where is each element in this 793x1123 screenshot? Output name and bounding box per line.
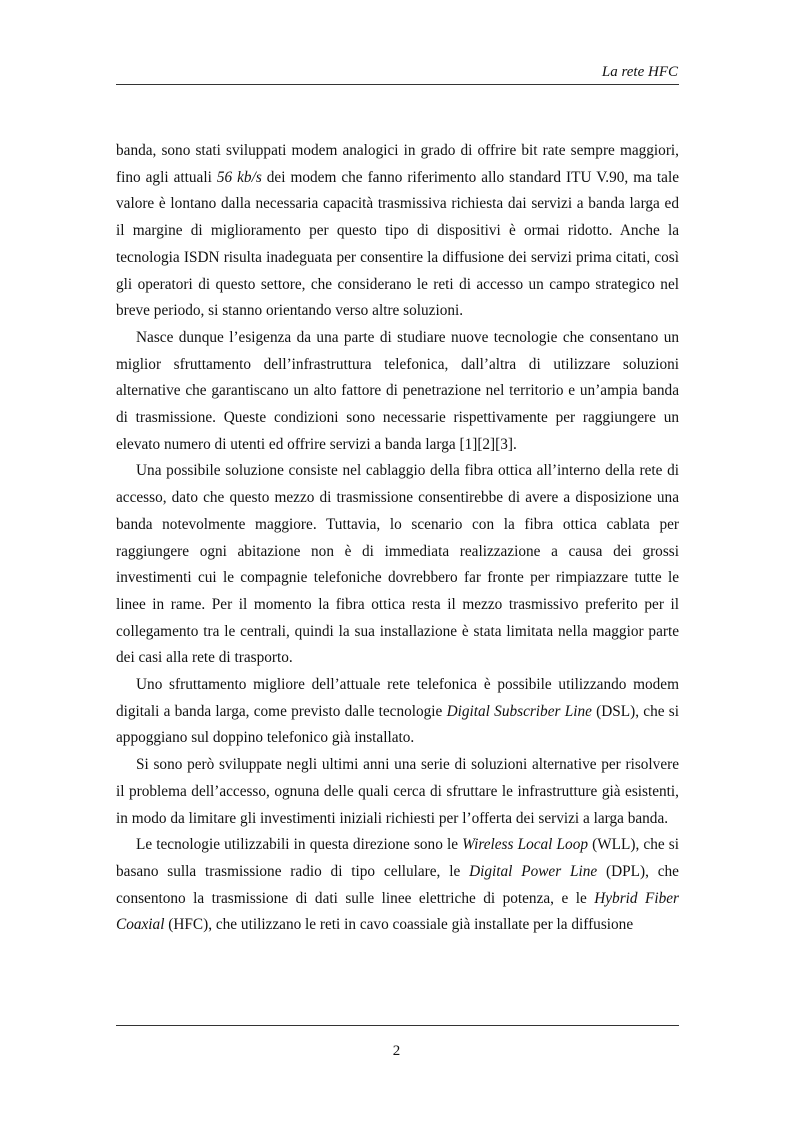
page-number: 2 [392, 1043, 401, 1059]
text-run: (HFC), che utilizzano le reti in cavo coassiale già installate per la diffusione [164, 916, 634, 934]
text-run: Nasce dunque l’esigenza da una parte di studiare nuove tecnologie che consentano un miglior sfruttamento dell’infrastruttura telefonica, dall’altra di utilizzare soluzioni alternative che garantiscano un alto fattore di penetrazione nel territorio e un’ampia banda di trasmissione. Queste condizioni sono necessarie rispettivamente per raggiungere un elevato numero di utenti ed offrire servizi a banda larga [1][2][3]. [116, 328, 679, 453]
text-run: (DPL), che consentono la trasmissione di dati sulle linee elettriche di potenza, e le [116, 862, 679, 907]
text-run: dei modem che fanno riferimento allo standard ITU V.90, ma tale valore è lontano dalla necessaria capacità trasmissiva richiesta dai servizi a banda larga ed il margine di miglioramento per questo tipo di dispositivi è ormai ridotto. Anche la tecnologia ISDN risulta inadeguata per consentire la diffusione dei servizi prima citati, così gli operatori di questo settore, che considerano le reti di accesso un campo strategico nel breve periodo, si stanno orientando verso altre soluzioni. [116, 168, 680, 320]
italic-term: Wireless Local Loop [462, 836, 589, 854]
body-text [116, 138, 679, 939]
italic-term: Digital Power Line [469, 862, 598, 880]
text-run: Si sono però sviluppate negli ultimi anni una serie di soluzioni alternative per risolvere il problema dell’accesso, ognuna delle quali cerca di sfruttare le infrastrutture già esistenti, in modo da limitare gli investimenti iniziali richiesti per l’offerta dei servizi a larga banda. [116, 756, 679, 827]
italic-term: 56 kb/s [216, 168, 262, 186]
text-run: (DSL), che si appoggiano sul doppino telefonico già installato. [116, 702, 679, 747]
running-header [116, 62, 679, 85]
text-run: Una possibile soluzione consiste nel cablaggio della fibra ottica all’interno della rete di accesso, dato che questo mezzo di trasmissione consentirebbe di avere a disposizione una banda notevolmente maggiore. Tuttavia, lo scenario con la fibra ottica cablata per raggiungere ogni abitazione non è di immediata realizzazione a causa dei grossi investimenti cui le compagnie telefoniche dovrebbero far fronte per rimpiazzare tutte le linee in rame. Per il momento la fibra ottica resta il mezzo trasmissivo preferito per il collegamento tra le centrali, quindi la sua installazione è stata limitata nella maggior parte dei casi alla rete di trasporto. [116, 462, 679, 667]
text-run: banda, sono stati sviluppati modem analogici in grado di offrire bit rate sempre maggiori, fino agli attuali [116, 142, 679, 186]
text-run: Uno sfruttamento migliore dell’attuale rete telefonica è possibile utilizzando modem digitali a banda larga, come previsto dalle tecnologie [116, 676, 679, 720]
italic-term: Digital Subscriber Line [446, 702, 592, 720]
paragraph [116, 832, 679, 939]
text-run: Le tecnologie utilizzabili in questa direzione sono le [136, 836, 463, 854]
italic-term: Hybrid Fiber Coaxial [116, 889, 679, 934]
paragraph [116, 458, 679, 672]
paragraph [116, 138, 679, 325]
paragraph [116, 752, 679, 832]
paragraph [116, 325, 679, 459]
footer-rule [116, 1025, 679, 1026]
paragraph [116, 672, 679, 752]
header-title: La rete HFC [601, 64, 678, 80]
text-run: (WLL), che si basano sulla trasmissione radio di tipo cellulare, le [116, 836, 679, 880]
